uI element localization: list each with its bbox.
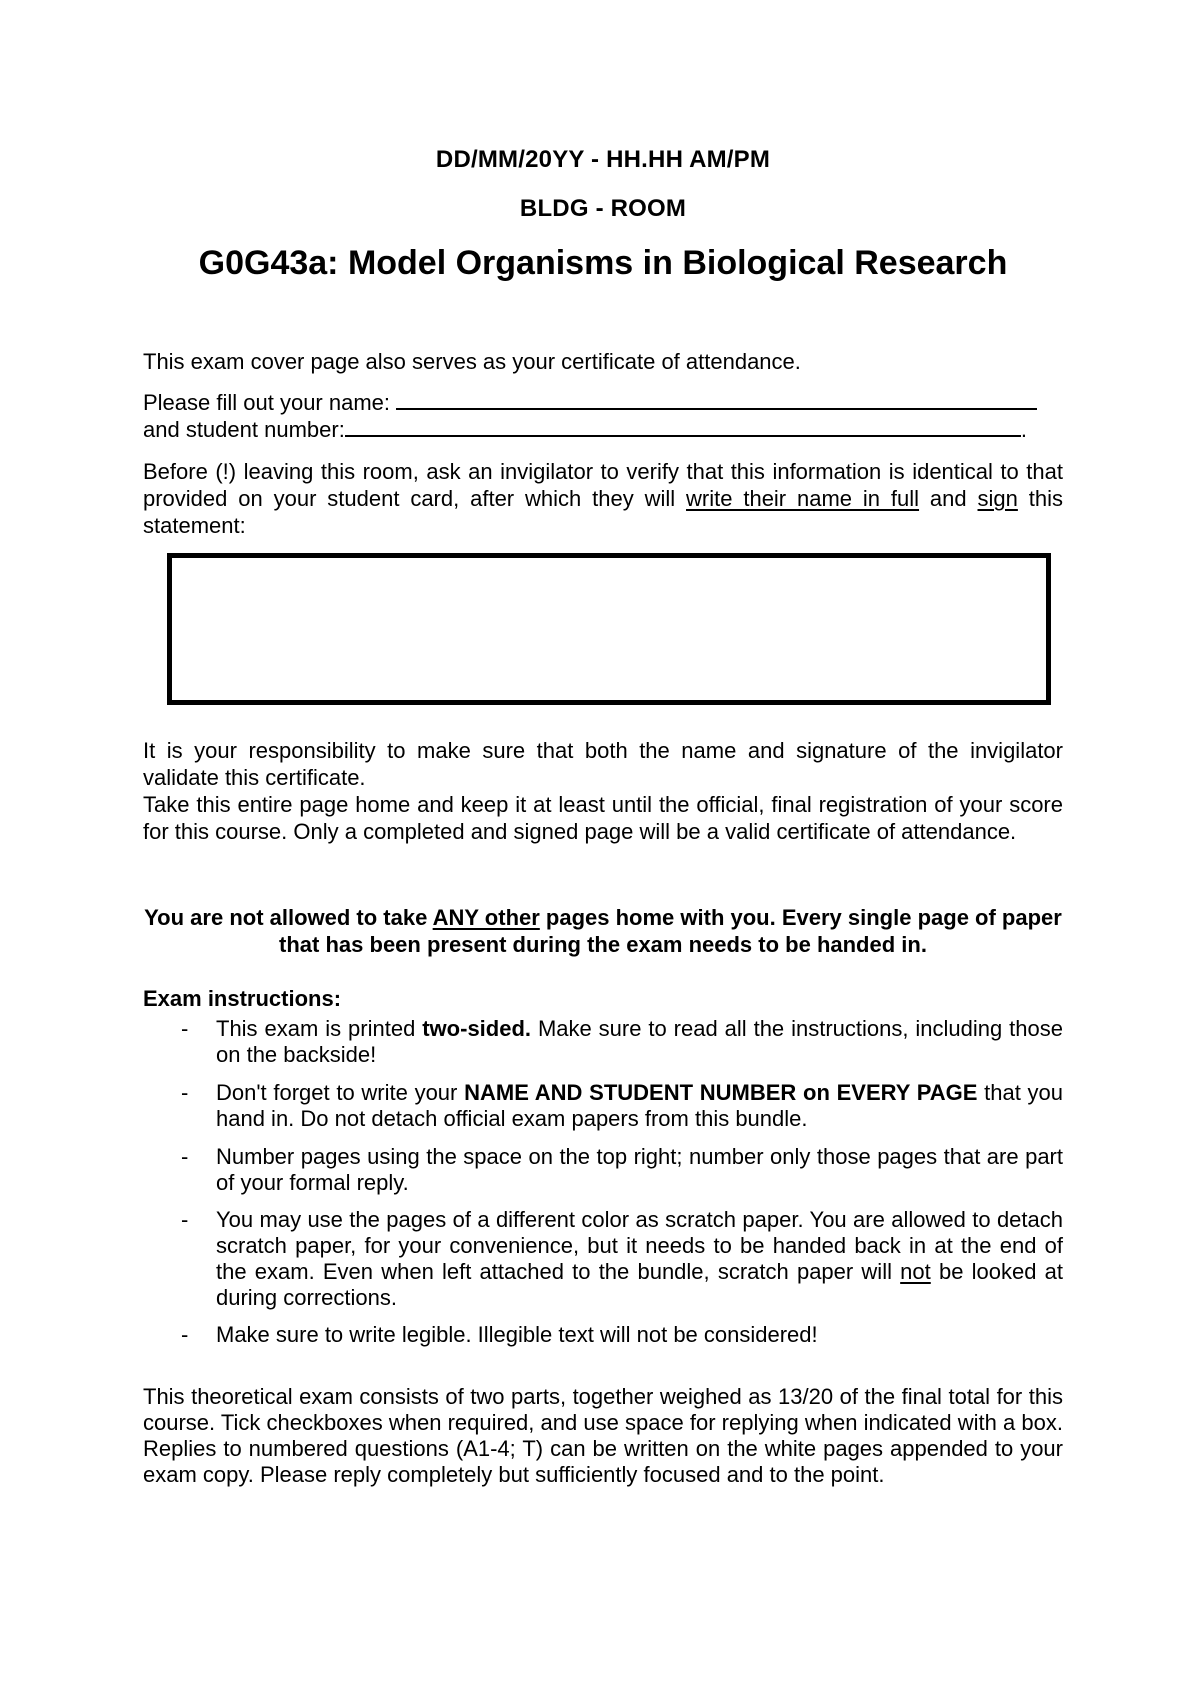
item4-text-a: You may use the pages of a different color as scratch paper. You are allowed to detach scratch paper, for your convenience, but it needs to be handed back in at the end of the exam. Even when left attached to the bundle, scratch paper will [216, 1207, 1063, 1284]
item2-text-a: Don't forget to write your [216, 1080, 465, 1105]
item1-text-b: Make sure to read all the instructions, including those on the backside! [216, 1016, 1063, 1067]
warning-underlined: ANY other [432, 905, 540, 930]
item2-text-c: that you hand in. Do not detach official exam papers from this bundle. [216, 1080, 1063, 1131]
warning-part-2: pages home with you. Every single page of paper that has been present during the exam needs to be handed in. [279, 905, 1062, 957]
handin-warning [143, 904, 1063, 958]
student-number-end: . [1020, 417, 1027, 442]
exam-date-time: DD/MM/20YY - HH.HH AM/PM [435, 146, 771, 173]
invigilator-signature-box[interactable] [167, 553, 1051, 705]
student-number-fill-line[interactable] [345, 415, 1021, 437]
responsibility-text [143, 737, 1063, 845]
bullet-dash: - [181, 1080, 189, 1105]
item3-text: Number pages using the space on the top right; number only those pages that are part of your formal reply. [216, 1144, 1063, 1195]
bullet-dash: - [181, 1322, 189, 1347]
course-title: G0G43a: Model Organisms in Biological Research [198, 244, 1008, 282]
before-text-3: this statement: [143, 486, 1063, 538]
student-number-label: and student number: [143, 417, 345, 442]
item2-bold-1: NAME AND STUDENT NUMBER [464, 1080, 797, 1105]
student-number-row [143, 415, 1063, 443]
warning-part-1: You are not allowed to take [144, 905, 433, 930]
item5-text: Make sure to write legible. Illegible text will not be considered! [216, 1322, 818, 1347]
responsibility-line-1: It is your responsibility to make sure that both the name and signature of the invigilator validate this certificate. [143, 738, 1063, 790]
closing-paragraph: This theoretical exam consists of two parts, together weighed as 13/20 of the final total for this course. Tick checkboxes when required, and use space for replying when indicated with a box. Replies to numbered questions (A1-4; T) can be written on the white pages appended to your exam copy. Please reply completely but sufficiently focused and to the point. [143, 1384, 1063, 1487]
before-underline-2: sign [977, 486, 1018, 511]
exam-location: BLDG - ROOM [519, 195, 687, 222]
bullet-dash: - [181, 1016, 189, 1041]
attendance-intro: This exam cover page also serves as your certificate of attendance. [143, 349, 801, 374]
before-text-1: Before (!) leaving this room, ask an invigilator to verify that this information is identical to that provided on your student card, after which they will [143, 459, 1063, 511]
before-underline-1: write their name in full [686, 486, 920, 511]
bullet-dash: - [181, 1207, 189, 1232]
name-row [143, 388, 1063, 416]
before-text-2: and [919, 486, 978, 511]
item4-underline: not [900, 1259, 931, 1284]
responsibility-line-2: Take this entire page home and keep it at least until the official, final registration of your score for this course. Only a completed and signed page will be a valid certificate of attendance. [143, 792, 1063, 844]
bullet-dash: - [181, 1144, 189, 1169]
invigilator-instruction [143, 458, 1063, 539]
item2-text-b: on [796, 1080, 837, 1105]
item1-text-a: This exam is printed [216, 1016, 423, 1041]
name-fill-line[interactable] [396, 388, 1037, 410]
name-label: Please fill out your name: [143, 390, 391, 415]
item4-text-b: be looked at during corrections. [216, 1259, 1064, 1310]
item2-bold-2: EVERY PAGE [836, 1080, 978, 1105]
item1-bold: two-sided. [422, 1016, 532, 1041]
instructions-heading: Exam instructions: [143, 986, 342, 1011]
